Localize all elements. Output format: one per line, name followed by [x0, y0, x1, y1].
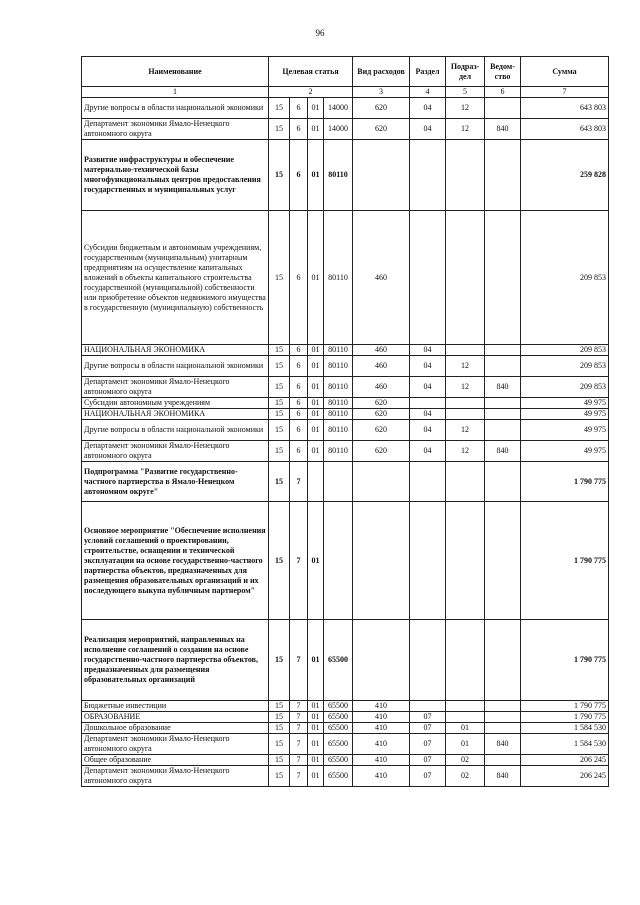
target-code-subprogram: 7 — [290, 712, 308, 723]
section: 04 — [410, 119, 446, 140]
target-code-program: 15 — [269, 766, 290, 787]
target-code-direction: 65500 — [324, 723, 353, 734]
subsection — [446, 620, 485, 701]
target-code-direction: 80110 — [324, 345, 353, 356]
section — [410, 502, 446, 620]
table-row — [82, 766, 609, 787]
expense-type: 410 — [353, 755, 410, 766]
expense-type — [353, 502, 410, 620]
row-name: Другие вопросы в области национальной экономики — [82, 98, 269, 119]
department — [485, 755, 521, 766]
subsection — [446, 712, 485, 723]
target-code-program: 15 — [269, 398, 290, 409]
target-code-program: 15 — [269, 734, 290, 755]
expense-type: 460 — [353, 356, 410, 377]
row-name: Департамент экономики Ямало-Ненецкого автономного округа — [82, 119, 269, 140]
column-number: 3 — [353, 87, 410, 98]
department: 840 — [485, 734, 521, 755]
amount: 259 828 — [521, 140, 609, 211]
amount: 209 853 — [521, 356, 609, 377]
table-row — [82, 345, 609, 356]
target-code-program: 15 — [269, 723, 290, 734]
amount: 49 975 — [521, 420, 609, 441]
section: 04 — [410, 420, 446, 441]
expense-type: 620 — [353, 119, 410, 140]
target-code-event: 01 — [308, 211, 324, 345]
target-code-event: 01 — [308, 712, 324, 723]
expense-type — [353, 140, 410, 211]
section: 04 — [410, 441, 446, 462]
target-code-event — [308, 462, 324, 502]
section: 04 — [410, 356, 446, 377]
target-code-direction: 14000 — [324, 98, 353, 119]
section — [410, 211, 446, 345]
table-row — [82, 119, 609, 140]
amount: 49 975 — [521, 398, 609, 409]
target-code-program: 15 — [269, 462, 290, 502]
amount: 643 803 — [521, 98, 609, 119]
subsection: 12 — [446, 119, 485, 140]
section: 04 — [410, 377, 446, 398]
section: 04 — [410, 98, 446, 119]
department — [485, 356, 521, 377]
header-name: Наименование — [82, 57, 269, 87]
expense-type: 460 — [353, 345, 410, 356]
target-code-program: 15 — [269, 119, 290, 140]
target-code-event: 01 — [308, 140, 324, 211]
table-row — [82, 620, 609, 701]
column-number: 7 — [521, 87, 609, 98]
department — [485, 723, 521, 734]
row-name: Департамент экономики Ямало-Ненецкого автономного округа — [82, 441, 269, 462]
page-number: 96 — [315, 28, 325, 38]
column-number: 2 — [269, 87, 353, 98]
table-row — [82, 734, 609, 755]
subsection: 02 — [446, 755, 485, 766]
department — [485, 98, 521, 119]
table-row — [82, 140, 609, 211]
section — [410, 140, 446, 211]
target-code-program: 15 — [269, 140, 290, 211]
header-expense-type: Вид расходов — [353, 57, 410, 87]
department — [485, 409, 521, 420]
department — [485, 420, 521, 441]
target-code-subprogram: 6 — [290, 398, 308, 409]
target-code-program: 15 — [269, 701, 290, 712]
section: 07 — [410, 723, 446, 734]
table-row — [82, 409, 609, 420]
table-row — [82, 441, 609, 462]
target-code-event: 01 — [308, 620, 324, 701]
target-code-subprogram: 7 — [290, 755, 308, 766]
section: 04 — [410, 345, 446, 356]
department — [485, 462, 521, 502]
column-number: 6 — [485, 87, 521, 98]
department: 840 — [485, 766, 521, 787]
table-row — [82, 377, 609, 398]
target-code-direction — [324, 462, 353, 502]
subsection: 12 — [446, 356, 485, 377]
section — [410, 462, 446, 502]
target-code-subprogram: 6 — [290, 377, 308, 398]
row-name: Основное мероприятие "Обеспечение исполнения условий соглашений о проектировании, строительстве, оснащении и технической эксплуатации на основе государственно-частного партнерства объектов, предназначенных для размещения образовательных организаций и их последующего выкупа публичным партнером" — [82, 502, 269, 620]
target-code-program: 15 — [269, 420, 290, 441]
target-code-program: 15 — [269, 98, 290, 119]
target-code-direction: 14000 — [324, 119, 353, 140]
expense-type: 460 — [353, 377, 410, 398]
department — [485, 345, 521, 356]
target-code-event: 01 — [308, 119, 324, 140]
target-code-direction: 80110 — [324, 377, 353, 398]
amount: 1 790 775 — [521, 502, 609, 620]
amount: 1 790 775 — [521, 462, 609, 502]
section — [410, 398, 446, 409]
row-name: Общее образование — [82, 755, 269, 766]
section: 07 — [410, 712, 446, 723]
column-number: 4 — [410, 87, 446, 98]
table-row — [82, 701, 609, 712]
target-code-subprogram: 7 — [290, 766, 308, 787]
department — [485, 712, 521, 723]
amount: 1 790 775 — [521, 620, 609, 701]
table-row — [82, 211, 609, 345]
target-code-direction: 65500 — [324, 766, 353, 787]
target-code-program: 15 — [269, 409, 290, 420]
row-name: Другие вопросы в области национальной экономики — [82, 420, 269, 441]
column-number-row — [82, 87, 609, 98]
target-code-program: 15 — [269, 712, 290, 723]
row-name: Другие вопросы в области национальной экономики — [82, 356, 269, 377]
expense-type: 410 — [353, 734, 410, 755]
expense-type: 620 — [353, 441, 410, 462]
expense-type: 410 — [353, 701, 410, 712]
expense-type: 410 — [353, 712, 410, 723]
target-code-program: 15 — [269, 755, 290, 766]
column-number: 5 — [446, 87, 485, 98]
subsection: 12 — [446, 377, 485, 398]
header-subsection: Подраз-дел — [446, 57, 485, 87]
expense-type: 620 — [353, 398, 410, 409]
target-code-direction: 80110 — [324, 211, 353, 345]
target-code-direction: 65500 — [324, 712, 353, 723]
amount: 206 245 — [521, 755, 609, 766]
row-name: Развитие инфраструктуры и обеспечение материально-технической базы многофункциональных центров предоставления государственных и муниципальных услуг — [82, 140, 269, 211]
target-code-subprogram: 6 — [290, 98, 308, 119]
target-code-program: 15 — [269, 441, 290, 462]
budget-table — [81, 56, 609, 787]
target-code-event: 01 — [308, 398, 324, 409]
target-code-event: 01 — [308, 98, 324, 119]
expense-type: 620 — [353, 98, 410, 119]
header-department: Ведом-ство — [485, 57, 521, 87]
target-code-event: 01 — [308, 420, 324, 441]
table-row — [82, 356, 609, 377]
target-code-program: 15 — [269, 502, 290, 620]
row-name: Департамент экономики Ямало-Ненецкого автономного округа — [82, 734, 269, 755]
department: 840 — [485, 441, 521, 462]
target-code-subprogram: 6 — [290, 420, 308, 441]
target-code-direction: 80110 — [324, 356, 353, 377]
target-code-direction: 80110 — [324, 441, 353, 462]
target-code-program: 15 — [269, 356, 290, 377]
target-code-subprogram: 6 — [290, 211, 308, 345]
amount: 1 790 775 — [521, 701, 609, 712]
section — [410, 701, 446, 712]
target-code-event: 01 — [308, 734, 324, 755]
target-code-event: 01 — [308, 377, 324, 398]
target-code-subprogram: 7 — [290, 502, 308, 620]
target-code-event: 01 — [308, 701, 324, 712]
target-code-subprogram: 6 — [290, 140, 308, 211]
subsection: 12 — [446, 98, 485, 119]
expense-type: 460 — [353, 211, 410, 345]
target-code-subprogram: 7 — [290, 620, 308, 701]
subsection: 12 — [446, 420, 485, 441]
subsection — [446, 398, 485, 409]
target-code-program: 15 — [269, 620, 290, 701]
table-row — [82, 398, 609, 409]
row-name: Субсидии бюджетным и автономным учреждениям, государственным (муниципальным) унитарным предприятиям на осуществление капитальных вложений в объекты капитального строительства государственной (муниципальной) собственности или приобретение объектов недвижимого имущества в государственную (муниципальную) собственность — [82, 211, 269, 345]
target-code-event: 01 — [308, 502, 324, 620]
subsection: 12 — [446, 441, 485, 462]
target-code-subprogram: 7 — [290, 701, 308, 712]
subsection: 01 — [446, 734, 485, 755]
target-code-event: 01 — [308, 409, 324, 420]
table-row — [82, 723, 609, 734]
subsection — [446, 502, 485, 620]
target-code-subprogram: 7 — [290, 723, 308, 734]
expense-type: 410 — [353, 723, 410, 734]
row-name: Подпрограмма "Развитие государственно-частного партнерства в Ямало-Ненецком автономном округе" — [82, 462, 269, 502]
table-row — [82, 755, 609, 766]
subsection: 01 — [446, 723, 485, 734]
row-name: Департамент экономики Ямало-Ненецкого автономного округа — [82, 766, 269, 787]
target-code-program: 15 — [269, 345, 290, 356]
target-code-direction: 65500 — [324, 701, 353, 712]
target-code-event: 01 — [308, 755, 324, 766]
target-code-event: 01 — [308, 345, 324, 356]
target-code-subprogram: 6 — [290, 441, 308, 462]
amount: 1 584 530 — [521, 734, 609, 755]
row-name: Дошкольное образование — [82, 723, 269, 734]
section: 07 — [410, 766, 446, 787]
table-row — [82, 462, 609, 502]
header-section: Раздел — [410, 57, 446, 87]
target-code-program: 15 — [269, 377, 290, 398]
target-code-direction — [324, 502, 353, 620]
target-code-event: 01 — [308, 441, 324, 462]
target-code-direction: 80110 — [324, 420, 353, 441]
subsection — [446, 701, 485, 712]
table-row — [82, 420, 609, 441]
section: 07 — [410, 734, 446, 755]
expense-type: 410 — [353, 766, 410, 787]
expense-type: 620 — [353, 409, 410, 420]
subsection — [446, 140, 485, 211]
subsection: 02 — [446, 766, 485, 787]
target-code-event: 01 — [308, 723, 324, 734]
row-name: НАЦИОНАЛЬНАЯ ЭКОНОМИКА — [82, 345, 269, 356]
amount: 49 975 — [521, 409, 609, 420]
target-code-direction: 80110 — [324, 140, 353, 211]
department: 840 — [485, 119, 521, 140]
target-code-event: 01 — [308, 356, 324, 377]
target-code-event: 01 — [308, 766, 324, 787]
table-row — [82, 712, 609, 723]
row-name: Реализация мероприятий, направленных на исполнение соглашений о создании на основе государственно-частного партнерства объектов, предназначенных для размещения образовательных организаций — [82, 620, 269, 701]
subsection — [446, 211, 485, 345]
section: 04 — [410, 409, 446, 420]
row-name: Бюджетные инвестиции — [82, 701, 269, 712]
header-amount: Сумма — [521, 57, 609, 87]
target-code-subprogram: 6 — [290, 356, 308, 377]
department — [485, 701, 521, 712]
department — [485, 211, 521, 345]
target-code-direction: 80110 — [324, 398, 353, 409]
amount: 209 853 — [521, 211, 609, 345]
subsection — [446, 462, 485, 502]
table-header-row — [82, 57, 609, 87]
target-code-program: 15 — [269, 211, 290, 345]
expense-type — [353, 620, 410, 701]
target-code-direction: 80110 — [324, 409, 353, 420]
subsection — [446, 409, 485, 420]
amount: 209 853 — [521, 377, 609, 398]
row-name: Департамент экономики Ямало-Ненецкого автономного округа — [82, 377, 269, 398]
department — [485, 140, 521, 211]
expense-type: 620 — [353, 420, 410, 441]
target-code-direction: 65500 — [324, 734, 353, 755]
target-code-subprogram: 6 — [290, 119, 308, 140]
row-name: ОБРАЗОВАНИЕ — [82, 712, 269, 723]
target-code-subprogram: 7 — [290, 734, 308, 755]
department — [485, 502, 521, 620]
amount: 643 803 — [521, 119, 609, 140]
subsection — [446, 345, 485, 356]
target-code-direction: 65500 — [324, 620, 353, 701]
amount: 1 790 775 — [521, 712, 609, 723]
header-target-article: Целевая статья — [269, 57, 353, 87]
department — [485, 620, 521, 701]
target-code-direction: 65500 — [324, 755, 353, 766]
department — [485, 398, 521, 409]
section — [410, 620, 446, 701]
table-row — [82, 98, 609, 119]
target-code-subprogram: 6 — [290, 345, 308, 356]
amount: 209 853 — [521, 345, 609, 356]
section: 07 — [410, 755, 446, 766]
target-code-subprogram: 6 — [290, 409, 308, 420]
row-name: НАЦИОНАЛЬНАЯ ЭКОНОМИКА — [82, 409, 269, 420]
row-name: Субсидии автономным учреждениям — [82, 398, 269, 409]
table-row — [82, 502, 609, 620]
amount: 1 584 530 — [521, 723, 609, 734]
column-number: 1 — [82, 87, 269, 98]
amount: 49 975 — [521, 441, 609, 462]
expense-type — [353, 462, 410, 502]
amount: 206 245 — [521, 766, 609, 787]
target-code-subprogram: 7 — [290, 462, 308, 502]
department: 840 — [485, 377, 521, 398]
